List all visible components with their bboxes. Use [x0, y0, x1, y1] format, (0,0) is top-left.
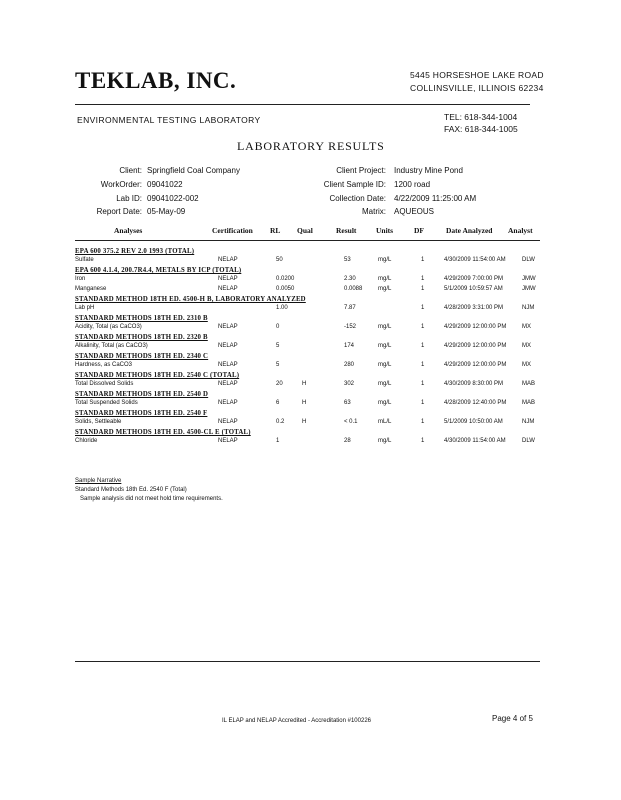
cell-analyte: Total Suspended Solids	[75, 400, 138, 406]
cell-rl: 20	[276, 381, 283, 387]
footer-divider	[75, 661, 540, 662]
cell-date: 5/1/2009 10:59:57 AM	[444, 286, 503, 292]
cell-cert: NELAP	[218, 343, 238, 349]
cell-df: 1	[421, 257, 425, 263]
notes-line-2: Sample analysis did not meet hold time requirements.	[80, 496, 223, 502]
collection-date-label: Collection Date:	[329, 194, 386, 203]
cell-rl: 0.0050	[276, 286, 295, 292]
cell-rl: 6	[276, 400, 280, 406]
cell-rl: 50	[276, 257, 283, 263]
cell-rl: 0	[276, 324, 280, 330]
cell-cert: NELAP	[218, 276, 238, 282]
cell-analyst: MX	[522, 362, 531, 368]
cell-analyst: NJM	[522, 305, 535, 311]
sample-id-value: 1200 road	[394, 180, 431, 189]
col-qual: Qual	[297, 226, 313, 235]
cell-units: mL/L	[378, 419, 392, 425]
cell-rl: 5	[276, 343, 280, 349]
project-value: Industry Mine Pond	[394, 166, 463, 175]
cell-units: mg/L	[378, 324, 392, 330]
cell-result: 0.0088	[344, 286, 363, 292]
col-analyses: Analyses	[114, 226, 143, 235]
cell-units: mg/L	[378, 276, 392, 282]
cell-date: 4/28/2009 12:40:00 PM	[444, 400, 507, 406]
cell-analyte: Solids, Settleable	[75, 419, 122, 425]
sample-id-label: Client Sample ID:	[323, 180, 386, 189]
cell-date: 4/30/2009 11:54:00 AM	[444, 438, 506, 444]
cell-result: 302	[344, 381, 355, 387]
report-date-label: Report Date:	[96, 207, 142, 216]
cell-result: 63	[344, 400, 351, 406]
col-date-analyzed: Date Analyzed	[446, 226, 493, 235]
cell-df: 1	[421, 400, 425, 406]
cell-analyte: Chloride	[75, 438, 98, 444]
cell-analyst: MX	[522, 343, 531, 349]
cell-df: 1	[421, 419, 425, 425]
cell-cert: NELAP	[218, 324, 238, 330]
cell-rl: 5	[276, 362, 280, 368]
cell-analyte: Hardness, as CaCO3	[75, 362, 133, 368]
cell-rl: 1	[276, 438, 280, 444]
report-date-value: 05-May-09	[147, 207, 186, 216]
table-header-divider	[75, 240, 540, 241]
page-title: LABORATORY RESULTS	[237, 139, 385, 153]
accreditation-text: IL ELAP and NELAP Accredited - Accreditation #100226	[222, 718, 371, 724]
cell-df: 1	[421, 276, 425, 282]
cell-date: 4/29/2009 7:00:00 PM	[444, 276, 504, 282]
cell-units: mg/L	[378, 286, 392, 292]
cell-units: mg/L	[378, 343, 392, 349]
cell-units: mg/L	[378, 438, 392, 444]
workorder-label: WorkOrder:	[100, 180, 142, 189]
cell-result: -152	[344, 324, 357, 330]
cell-analyst: MX	[522, 324, 531, 330]
method-heading: STANDARD METHODS 18TH ED. 2540 F	[75, 410, 208, 417]
page-number: Page 4 of 5	[492, 714, 533, 723]
cell-analyst: NJM	[522, 419, 535, 425]
method-heading: STANDARD METHODS 18TH ED. 2540 C (TOTAL)	[75, 372, 240, 379]
cell-date: 4/30/2009 8:30:00 PM	[444, 381, 504, 387]
cell-qual: H	[302, 400, 307, 406]
cell-rl: 1.00	[276, 305, 288, 311]
col-units: Units	[376, 226, 394, 235]
col-result: Result	[336, 226, 357, 235]
client-label: Client:	[119, 166, 142, 175]
cell-analyst: MAB	[522, 381, 536, 387]
cell-result: 7.87	[344, 305, 356, 311]
cell-date: 4/29/2009 12:00:00 PM	[444, 343, 507, 349]
method-heading: STANDARD METHODS 18TH ED. 4500-CL E (TOTAL)	[75, 429, 251, 436]
method-heading: STANDARD METHOD 18TH ED. 4500-H B, LABORATORY ANALYZED	[75, 296, 306, 303]
cell-units: mg/L	[378, 400, 392, 406]
col-rl: RL	[270, 226, 281, 235]
cell-rl: 0.2	[276, 419, 285, 425]
fax-number: FAX: 618-344-1005	[444, 124, 518, 134]
cell-df: 1	[421, 286, 425, 292]
cell-analyte: Iron	[75, 276, 86, 282]
method-heading: EPA 600 4.1.4, 200.7R4.4, METALS BY ICP (TOTAL)	[75, 267, 242, 274]
method-heading: STANDARD METHODS 18TH ED. 2540 D	[75, 391, 209, 398]
cell-df: 1	[421, 324, 425, 330]
cell-cert: NELAP	[218, 400, 238, 406]
cell-qual: H	[302, 381, 307, 387]
cell-cert: NELAP	[218, 438, 238, 444]
cell-df: 1	[421, 362, 425, 368]
col-df: DF	[414, 226, 424, 235]
cell-units: mg/L	[378, 362, 392, 368]
cell-cert: NELAP	[218, 257, 238, 263]
notes-line-1: Standard Methods 18th Ed. 2540 F (Total)	[75, 487, 187, 493]
cell-df: 1	[421, 343, 425, 349]
matrix-value: AQUEOUS	[394, 207, 435, 216]
cell-analyte: Manganese	[75, 286, 107, 292]
header-divider	[75, 104, 530, 105]
cell-cert: NELAP	[218, 381, 238, 387]
cell-df: 1	[421, 438, 425, 444]
cell-analyte: Acidity, Total (as CaCO3)	[75, 324, 142, 330]
cell-analyst: JMW	[522, 276, 536, 282]
cell-result: 174	[344, 343, 355, 349]
labid-label: Lab ID:	[116, 194, 142, 203]
client-value: Springfield Coal Company	[147, 166, 240, 175]
method-heading: STANDARD METHODS 18TH ED. 2340 C	[75, 353, 209, 360]
company-name: TEKLAB, INC.	[75, 68, 237, 93]
cell-date: 4/29/2009 12:00:00 PM	[444, 324, 507, 330]
lab-subtitle: ENVIRONMENTAL TESTING LABORATORY	[77, 115, 261, 125]
cell-analyte: Alkalinity, Total (as CaCO3)	[75, 343, 148, 349]
method-heading: STANDARD METHODS 18TH ED. 2310 B	[75, 315, 208, 322]
col-analyst: Analyst	[508, 226, 533, 235]
method-heading: EPA 600 375.2 REV 2.0 1993 (TOTAL)	[75, 248, 195, 255]
address-line-1: 5445 HORSESHOE LAKE ROAD	[410, 70, 544, 80]
cell-units: mg/L	[378, 381, 392, 387]
cell-analyst: MAB	[522, 400, 536, 406]
cell-analyst: JMW	[522, 286, 536, 292]
tel-number: TEL: 618-344-1004	[444, 112, 518, 122]
cell-date: 4/30/2009 11:54:00 AM	[444, 257, 506, 263]
cell-units: mg/L	[378, 257, 392, 263]
cell-cert: NELAP	[218, 419, 238, 425]
cell-analyst: DLW	[522, 257, 535, 263]
cell-df: 1	[421, 381, 425, 387]
cell-analyte: Sulfate	[75, 257, 94, 263]
labid-value: 09041022-002	[147, 194, 199, 203]
workorder-value: 09041022	[147, 180, 183, 189]
cell-df: 1	[421, 305, 425, 311]
cell-date: 4/29/2009 12:00:00 PM	[444, 362, 507, 368]
collection-date-value: 4/22/2009 11:25:00 AM	[394, 194, 477, 203]
cell-analyte: Total Dissolved Solids	[75, 381, 134, 387]
cell-cert: NELAP	[218, 362, 238, 368]
cell-result: 53	[344, 257, 351, 263]
cell-date: 4/28/2009 3:31:00 PM	[444, 305, 504, 311]
project-label: Client Project:	[336, 166, 386, 175]
cell-result: 28	[344, 438, 351, 444]
notes-heading: Sample Narrative	[75, 478, 122, 484]
cell-qual: H	[302, 419, 307, 425]
cell-analyte: Lab pH	[75, 305, 95, 311]
cell-date: 5/1/2009 10:50:00 AM	[444, 419, 503, 425]
cell-cert: NELAP	[218, 286, 238, 292]
method-heading: STANDARD METHODS 18TH ED. 2320 B	[75, 334, 208, 341]
cell-rl: 0.0200	[276, 276, 295, 282]
address-line-2: COLLINSVILLE, ILLINOIS 62234	[410, 83, 544, 93]
cell-result: < 0.1	[344, 419, 358, 425]
cell-result: 2.30	[344, 276, 356, 282]
cell-result: 280	[344, 362, 355, 368]
matrix-label: Matrix:	[362, 207, 386, 216]
cell-analyst: DLW	[522, 438, 535, 444]
col-certification: Certification	[212, 226, 253, 235]
